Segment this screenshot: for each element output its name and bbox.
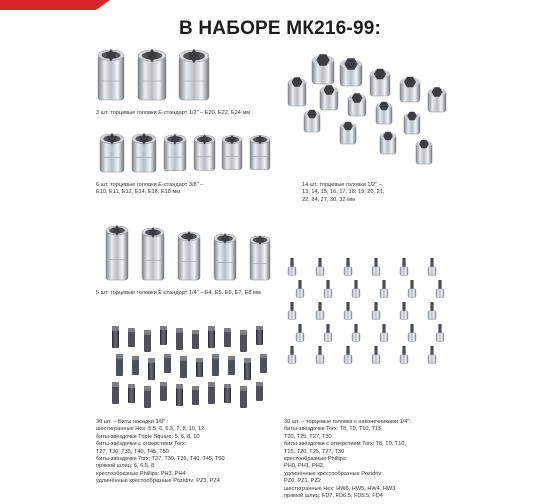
kit-contents-title: В НАБОРЕ МК216-99: xyxy=(178,18,381,39)
caption-e-sockets-quarter: 5 шт. торцевые головки Е-стандарт 1/4" – Е4, Е5, Е6, Е7, Е8 мм xyxy=(96,290,261,296)
sockets-half-14-image xyxy=(282,52,462,182)
e-sockets-half-image xyxy=(96,44,216,104)
e-sockets-quarter-image xyxy=(104,226,284,286)
caption-e-sockets-half: 3 шт. торцевые головки Е-стандарт 1/2" – Е20, Е22, Е24 мм xyxy=(96,110,251,116)
caption-bit-sockets-30: 30 шт. – торцевые головки с наконечниками 1/4": биты-звёздочки Torx: T8, T9, T10, T15, T20, T25, T27, T30 биты-звёздочки с отверстием Torx: T8, T9, T10, T15, T20, T25, T27, T30 крестообразные Phillips: PH0, PH1, PH2, удлинённые крестообразные Pozidriv: PZ0, PZ1, PZ2 шестигранные Hex: HW6, HW5, HW4, HW3 прямой шлиц: FD7, FD6.5, FD5.5, FD4 xyxy=(284,419,411,500)
brand-corner-band xyxy=(0,0,96,10)
e-sockets-38-image xyxy=(96,130,281,176)
caption-e-sockets-38: 6 шт. торцевые головки Е-стандарт 3/8" – Е10, Е11, Е12, Е14, Е16, Е18 мм xyxy=(96,182,204,196)
caption-bits-30: 30 шт. – Биты насадки 3/8" : шестигранные Hex: 5.5, 6, 6.5, 7, 8, 10, 12 биты-звёздочки Triple Square: 5, 6, 8, 10 биты-звёздочки с отверстием Torx: T27, T30, T35, T40, T45, T50 биты-звёздочки Torx: T27, T30, T35, T40, T45, T50 прямой шлиц: 6, 6.5, 8 крестообразные Phillips: PH3, PH4 удлинённые крестообразные Pozidriv: PZ3, PZ4 xyxy=(96,419,225,485)
bits-30-image xyxy=(108,322,283,412)
caption-sockets-half-14: 14 шт. торцевые головки 1/2" – 13, 14, 15, 16, 17, 18, 19, 20, 21, 22, 24, 27, 30, 32 мм xyxy=(302,182,385,203)
bit-sockets-30-image xyxy=(282,250,472,390)
brand-corner-accent xyxy=(96,0,110,10)
